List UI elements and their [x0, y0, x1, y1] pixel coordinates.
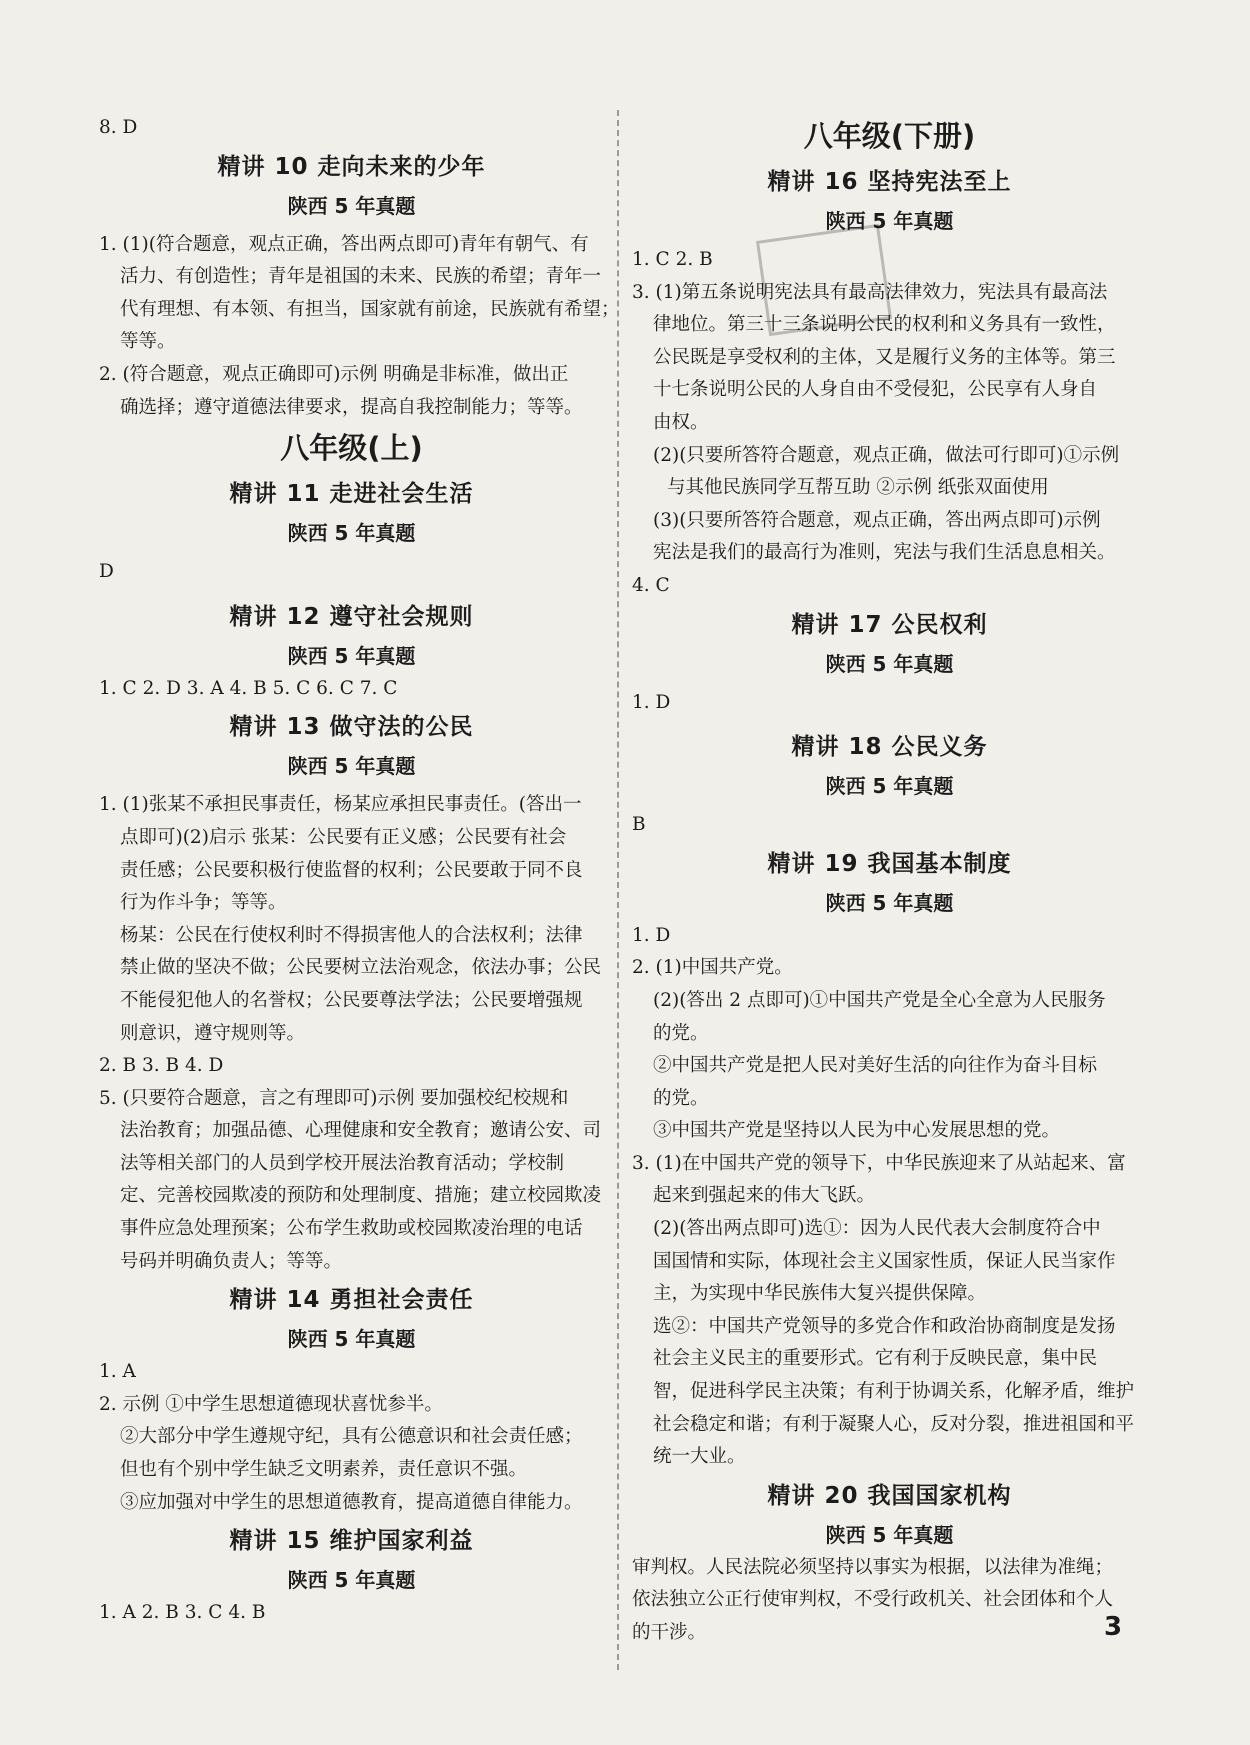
lesson-18-title: 精讲 18 公民义务 [791, 734, 988, 761]
answer-line: 1. D [632, 924, 671, 946]
answer-line: 1. C 2. D 3. A 4. B 5. C 6. C 7. C [99, 677, 398, 699]
lesson-12-subtitle: 陕西 5 年真题 [287, 643, 416, 668]
answer-line: 1. A [99, 1361, 136, 1383]
lesson-15-title: 精讲 15 维护国家利益 [229, 1528, 474, 1555]
lesson-18-subtitle: 陕西 5 年真题 [825, 774, 954, 799]
answer-line: 宪法是我们的最高行为准则，宪法与我们生活息息相关。 [653, 542, 1116, 564]
lesson-14-title: 精讲 14 勇担社会责任 [229, 1287, 474, 1314]
answer-line: 号码并明确负责人；等等。 [120, 1250, 343, 1272]
lesson-19-title: 精讲 19 我国基本制度 [767, 850, 1012, 877]
answer-line: 起来到强起来的伟大飞跃。 [653, 1185, 876, 1207]
right-column [632, 112, 1147, 1650]
lesson-16-title: 精讲 16 坚持宪法至上 [767, 169, 1012, 195]
answer-line: 点即可)(2)启示 张某：公民要有正义感；公民要有社会 [120, 826, 567, 848]
answer-line: 智，促进科学民主决策；有利于协调关系，化解矛盾，维护 [653, 1381, 1135, 1403]
answer-line: 依法独立公正行使审判权，不受行政机关、社会团体和个人 [632, 1589, 1114, 1611]
lesson-11-title: 精讲 11 走进社会生活 [229, 481, 474, 508]
answer-line: 社会主义民主的重要形式。它有利于反映民意，集中民 [653, 1348, 1098, 1370]
answer-line: (2)(答出两点即可)选①：因为人民代表大会制度符合中 [653, 1218, 1101, 1240]
lesson-14-subtitle: 陕西 5 年真题 [287, 1327, 416, 1352]
grade-heading: 八年级(上) [280, 431, 423, 466]
answer-line: 1. D [632, 691, 671, 713]
answer-line: 选②：中国共产党领导的多党合作和政治协商制度是发扬 [653, 1315, 1116, 1337]
lesson-13-title: 精讲 13 做守法的公民 [229, 714, 474, 741]
answer-line: (2)(答出 2 点即可)①中国共产党是全心全意为人民服务 [653, 989, 1106, 1011]
answer-line: 的党。 [653, 1022, 709, 1044]
answer-line: 1. C 2. B [632, 249, 713, 270]
answer-line: 事件应急处理预案；公布学生救助或校园欺凌治理的电话 [120, 1218, 583, 1240]
answer-line: 十七条说明公民的人身自由不受侵犯，公民享有人身自 [653, 379, 1098, 401]
answer-line: 但也有个别中学生缺乏文明素养，责任意识不强。 [120, 1459, 528, 1481]
answer-line: 2. (符合题意，观点正确即可)示例 明确是非标准，做出正 [99, 363, 569, 385]
lesson-15-subtitle: 陕西 5 年真题 [287, 1568, 416, 1593]
answer-line: ②中国共产党是把人民对美好生活的向往作为奋斗目标 [653, 1055, 1098, 1077]
answer-line: 2. (1)中国共产党。 [632, 957, 793, 979]
answer-line: 杨某：公民在行使权利时不得损害他人的合法权利；法律 [120, 924, 583, 946]
lesson-20-subtitle: 陕西 5 年真题 [825, 1522, 954, 1547]
answer-line: 统一大业。 [653, 1446, 746, 1468]
answer-line: 社会稳定和谐；有利于凝聚人心，反对分裂，推进祖国和平 [653, 1413, 1135, 1435]
answer-line: 国国情和实际，体现社会主义国家性质，保证人民当家作 [653, 1250, 1116, 1272]
answer-line: (2)(只要所答符合题意，观点正确，做法可行即可)①示例 [653, 444, 1120, 466]
answer-line: 等等。 [120, 331, 176, 353]
answer-line: 行为作斗争；等等。 [120, 892, 287, 914]
answer-line: 不能侵犯他人的名誉权；公民要尊法学法；公民要增强规 [120, 989, 583, 1011]
answer-line: (3)(只要所答符合题意，观点正确，答出两点即可)示例 [653, 509, 1101, 531]
answer-line: 1. A 2. B 3. C 4. B [99, 1602, 266, 1624]
answer-line: 5. (只要符合题意，言之有理即可)示例 要加强校纪校规和 [99, 1087, 569, 1109]
answer-line: B [632, 814, 646, 836]
lesson-10-subtitle: 陕西 5 年真题 [287, 193, 416, 218]
answer-line: 2. B 3. B 4. D [99, 1055, 224, 1077]
lesson-13-subtitle: 陕西 5 年真题 [287, 754, 416, 779]
lesson-10-title: 精讲 10 走向未来的少年 [217, 153, 486, 180]
answer-line: ③中国共产党是坚持以人民为中心发展思想的党。 [653, 1120, 1061, 1142]
answer-line: 法等相关部门的人员到学校开展法治教育活动；学校制 [120, 1152, 565, 1174]
answer-line: 2. 示例 ①中学生思想道德现状喜忧参半。 [99, 1393, 443, 1415]
answer-line: 4. C [632, 574, 670, 596]
answer-line: 3. (1)第五条说明宪法具有最高法律效力，宪法具有最高法 [632, 281, 1108, 303]
answer-line: 则意识，遵守规则等。 [120, 1022, 306, 1044]
answer-line: 的党。 [653, 1087, 709, 1109]
answer-line: 由权。 [653, 411, 709, 433]
answer-line: 活力、有创造性；青年是祖国的未来、民族的希望；青年一 [120, 266, 602, 288]
lesson-12-title: 精讲 12 遵守社会规则 [229, 603, 474, 630]
answer-line: 审判权。人民法院必须坚持以事实为根据，以法律为准绳； [632, 1556, 1114, 1578]
lesson-17-subtitle: 陕西 5 年真题 [825, 651, 954, 676]
answer-line: 禁止做的坚决不做；公民要树立法治观念，依法办事；公民 [120, 957, 602, 979]
answer-line: 主，为实现中华民族伟大复兴提供保障。 [653, 1283, 987, 1305]
page-number: 3 [1104, 1612, 1123, 1642]
lesson-19-subtitle: 陕西 5 年真题 [825, 890, 954, 915]
answer-line: 定、完善校园欺凌的预防和处理制度、措施；建立校园欺凌 [120, 1185, 602, 1207]
answer-line: 8. D [99, 117, 138, 138]
answer-line: 责任感；公民要积极行使监督的权利；公民要敢于同不良 [120, 859, 583, 881]
lesson-20-title: 精讲 20 我国国家机构 [767, 1482, 1012, 1509]
answer-line: 律地位。第三十三条说明公民的权利和义务具有一致性， [653, 314, 1116, 336]
grade-heading: 八年级(下册) [803, 119, 976, 153]
answer-line: D [99, 561, 114, 583]
column-divider [617, 110, 619, 1670]
answer-line: 法治教育；加强品德、心理健康和安全教育；邀请公安、司 [120, 1120, 602, 1142]
lesson-16-subtitle: 陕西 5 年真题 [825, 209, 954, 233]
answer-line: 与其他民族同学互帮互助 ②示例 纸张双面使用 [667, 477, 1049, 499]
answer-line: 公民既是享受权利的主体，又是履行义务的主体等。第三 [653, 346, 1116, 368]
left-column [99, 112, 620, 1630]
answer-line: 的干涉。 [632, 1622, 707, 1643]
answer-line: 代有理想、有本领、有担当，国家就有前途，民族就有希望； [120, 298, 620, 320]
answer-line: 3. (1)在中国共产党的领导下，中华民族迎来了从站起来、富 [632, 1152, 1126, 1174]
lesson-17-title: 精讲 17 公民权利 [791, 611, 988, 638]
answer-line: ③应加强对中学生的思想道德教育，提高道德自律能力。 [120, 1491, 583, 1513]
answer-line: ②大部分中学生遵规守纪，具有公德意识和社会责任感； [120, 1426, 583, 1448]
answer-line: 1. (1)(符合题意，观点正确，答出两点即可)青年有朝气、有 [99, 233, 589, 255]
answer-line: 1. (1)张某不承担民事责任，杨某应承担民事责任。(答出一 [99, 794, 582, 816]
lesson-11-subtitle: 陕西 5 年真题 [287, 521, 416, 546]
answer-line: 确选择；遵守道德法律要求，提高自我控制能力；等等。 [120, 396, 583, 418]
